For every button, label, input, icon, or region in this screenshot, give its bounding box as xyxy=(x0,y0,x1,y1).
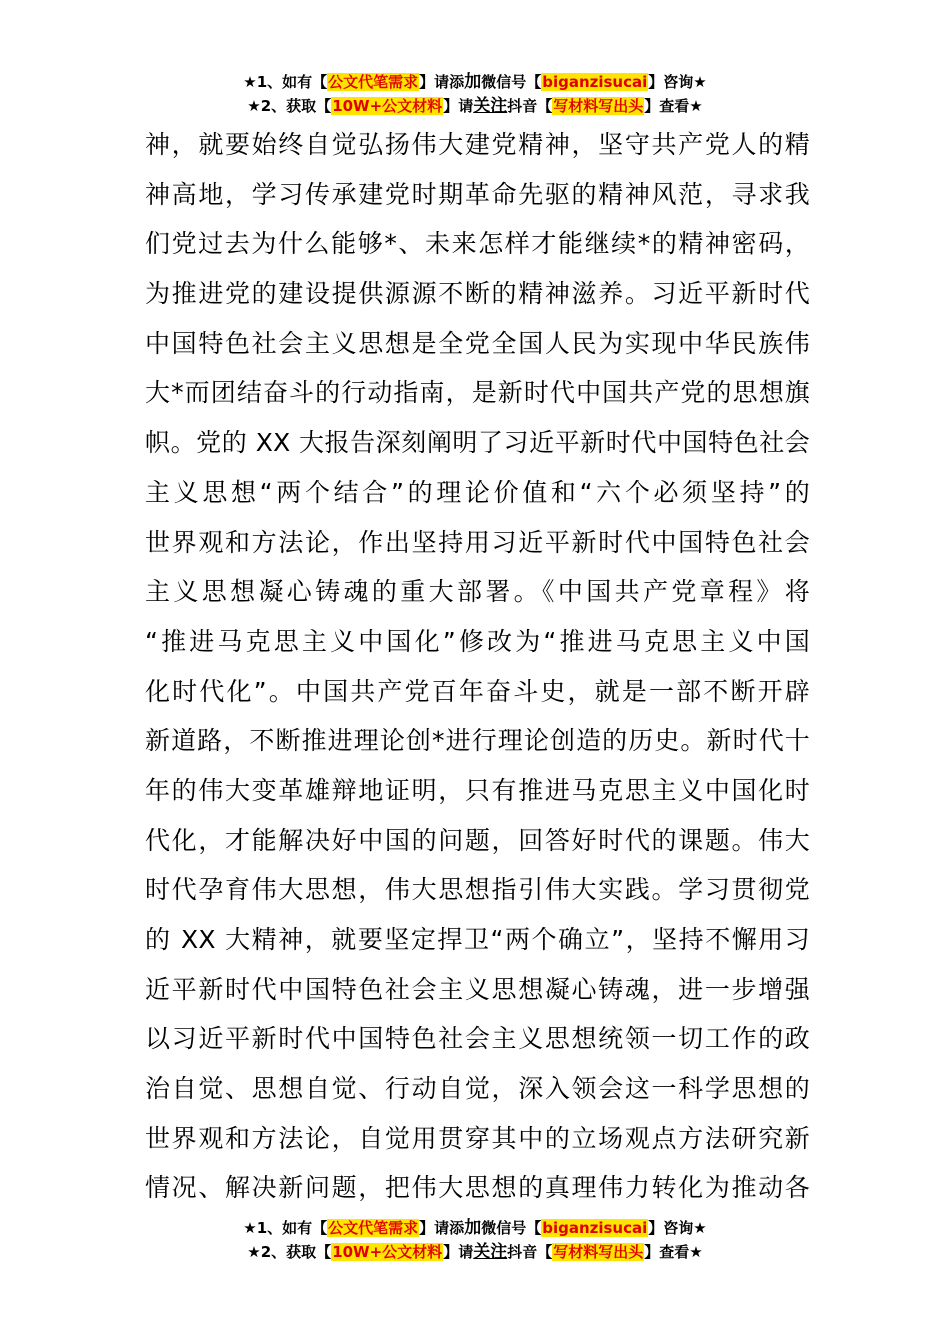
highlight-materials: 10W+公文材料 xyxy=(332,1243,443,1261)
footer-line-2: ★2、获取【10W+公文材料】请关注抖音【写材料写出头】查看★ xyxy=(247,1242,703,1262)
body-line: 世界观和方法论，作出坚持用习近平新时代中国特色社会 xyxy=(145,527,810,557)
body-line: 情况、解决新问题，把伟大思想的真理伟力转化为推动各 xyxy=(145,1173,810,1203)
body-line: 为推进党的建设提供源源不断的精神滋养。习近平新时代 xyxy=(145,279,810,309)
body-line: 以习近平新时代中国特色社会主义思想统领一切工作的政 xyxy=(145,1024,810,1054)
highlight-wechat-id: biganzisucai xyxy=(542,1219,648,1237)
body-line: 主义思想“两个结合”的理论价值和“六个必须坚持”的 xyxy=(145,477,810,507)
highlight-service: 公文代笔需求 xyxy=(328,73,419,91)
body-line: 年的伟大变革雄辩地证明，只有推进马克思主义中国化时 xyxy=(145,775,810,805)
body-line: 们党过去为什么能够*、未来怎样才能继续*的精神密码， xyxy=(145,229,810,259)
body-line: “推进马克思主义中国化”修改为“推进马克思主义中国 xyxy=(145,626,810,656)
body-line: 新道路，不断推进理论创*进行理论创造的历史。新时代十 xyxy=(145,726,810,756)
body-line: 时代孕育伟大思想，伟大思想指引伟大实践。学习贯彻党 xyxy=(145,875,810,905)
highlight-materials: 10W+公文材料 xyxy=(332,97,443,115)
document-body xyxy=(145,120,810,1213)
highlight-douyin: 写材料写出头 xyxy=(553,1243,644,1261)
body-line: 近平新时代中国特色社会主义思想凝心铸魂，进一步增强 xyxy=(145,974,810,1004)
footer-line-1: ★1、如有【公文代笔需求】请添加微信号【biganzisucai】咨询★ xyxy=(243,1218,707,1238)
body-line: 帜。党的 XX 大报告深刻阐明了习近平新时代中国特色社会 xyxy=(145,428,810,458)
footer-banner xyxy=(0,1216,950,1264)
body-line: 神，就要始终自觉弘扬伟大建党精神，坚守共产党人的精 xyxy=(145,130,810,159)
highlight-douyin: 写材料写出头 xyxy=(553,97,644,115)
body-line: 的 XX 大精神，就要坚定捍卫“两个确立”，坚持不懈用习 xyxy=(145,925,810,954)
body-line: 中国特色社会主义思想是全党全国人民为实现中华民族伟 xyxy=(145,328,810,358)
body-line: 神高地，学习传承建党时期革命先驱的精神风范，寻求我 xyxy=(145,179,810,209)
body-line: 世界观和方法论，自觉用贯穿其中的立场观点方法研究新 xyxy=(145,1123,810,1153)
body-line: 代化，才能解决好中国的问题，回答好时代的课题。伟大 xyxy=(145,825,810,855)
highlight-wechat-id: biganzisucai xyxy=(542,73,648,91)
body-line: 化时代化”。中国共产党百年奋斗史，就是一部不断开辟 xyxy=(145,676,810,706)
body-line: 主义思想凝心铸魂的重大部署。《中国共产党章程》将 xyxy=(145,577,810,607)
body-line: 治自觉、思想自觉、行动自觉，深入领会这一科学思想的 xyxy=(145,1074,810,1104)
header-line-2: ★2、获取【10W+公文材料】请关注抖音【写材料写出头】查看★ xyxy=(247,96,703,116)
header-banner xyxy=(0,70,950,118)
highlight-service: 公文代笔需求 xyxy=(328,1219,419,1237)
body-line: 大*而团结奋斗的行动指南，是新时代中国共产党的思想旗 xyxy=(145,378,810,408)
header-line-1: ★1、如有【公文代笔需求】请添加微信号【biganzisucai】咨询★ xyxy=(243,72,707,92)
